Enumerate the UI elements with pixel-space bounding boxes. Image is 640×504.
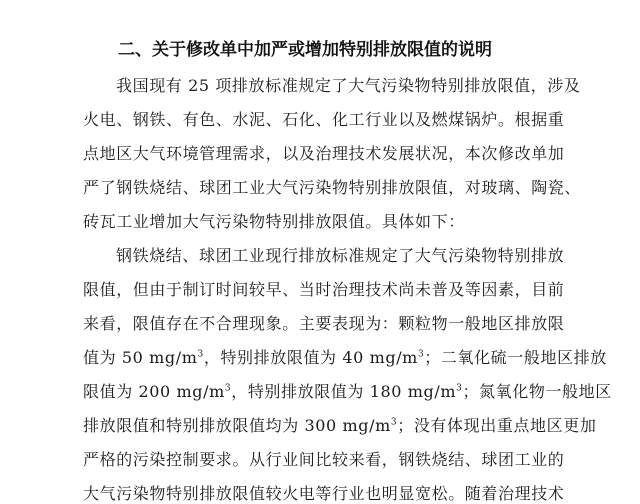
superscript-cubed: 3 [456,383,463,394]
paragraph-2-line-8: 大气污染物特别排放限值较火电等行业也明显宽松。随着治理技术 [83,484,565,503]
paragraph-2-line-5-part-b: ，特别排放限值为 180 mg/m [231,382,457,401]
superscript-cubed: 3 [390,417,398,428]
paragraph-2-line-7: 严格的污染控制要求。从行业间比较来看，钢铁烧结、球团工业的 [83,450,565,469]
paragraph-2-line-3: 来看，限值存在不合理现象。主要表现为：颗粒物一般地区排放限 [83,314,565,333]
superscript-cubed: 3 [224,383,232,394]
paragraph-2-line-6-part-a: 排放限值和特别排放限值均为 300 mg/m [83,416,391,435]
paragraph-2-line-4-part-b: ，特别排放限值为 40 mg/m [203,348,418,367]
section-heading: 二、关于修改单中加严或增加特别排放限值的说明 [118,40,492,60]
paragraph-2-line-2: 限值，但由于制订时间较早、当时治理技术尚未普及等因素，目前 [83,280,565,299]
paragraph-1-line-3: 点地区大气环境管理需求，以及治理技术发展状况，本次修改单加 [83,144,565,163]
paragraph-2-line-4-part-c: ；二氧化硫一般地区排放 [424,348,607,367]
paragraph-2-line-4-part-a: 值为 50 mg/m [83,348,198,367]
paragraph-1-line-1: 我国现有 25 项排放标准规定了大气污染物特别排放限值，涉及 [116,76,581,95]
paragraph-2-line-4 [83,348,607,368]
paragraph-2-line-5-part-a: 限值为 200 mg/m [83,382,225,401]
paragraph-1-line-4: 严了钢铁烧结、球团工业大气污染物特别排放限值，对玻璃、陶瓷、 [83,178,582,197]
paragraph-2-line-6-part-b: ；没有体现出重点地区更加 [397,416,597,435]
paragraph-2-line-1: 钢铁烧结、球团工业现行排放标准规定了大气污染物特别排放 [116,246,565,265]
paragraph-2-line-5-part-c: ；氮氧化物一般地区 [462,382,612,401]
paragraph-2-line-5 [83,382,612,402]
superscript-cubed: 3 [197,349,204,360]
superscript-cubed: 3 [417,349,425,360]
paragraph-1-line-2: 火电、钢铁、有色、水泥、石化、化工行业以及燃煤锅炉。根据重 [83,110,565,129]
paragraph-1-line-5: 砖瓦工业增加大气污染物特别排放限值。具体如下： [83,212,465,231]
paragraph-2-line-6 [83,416,597,436]
